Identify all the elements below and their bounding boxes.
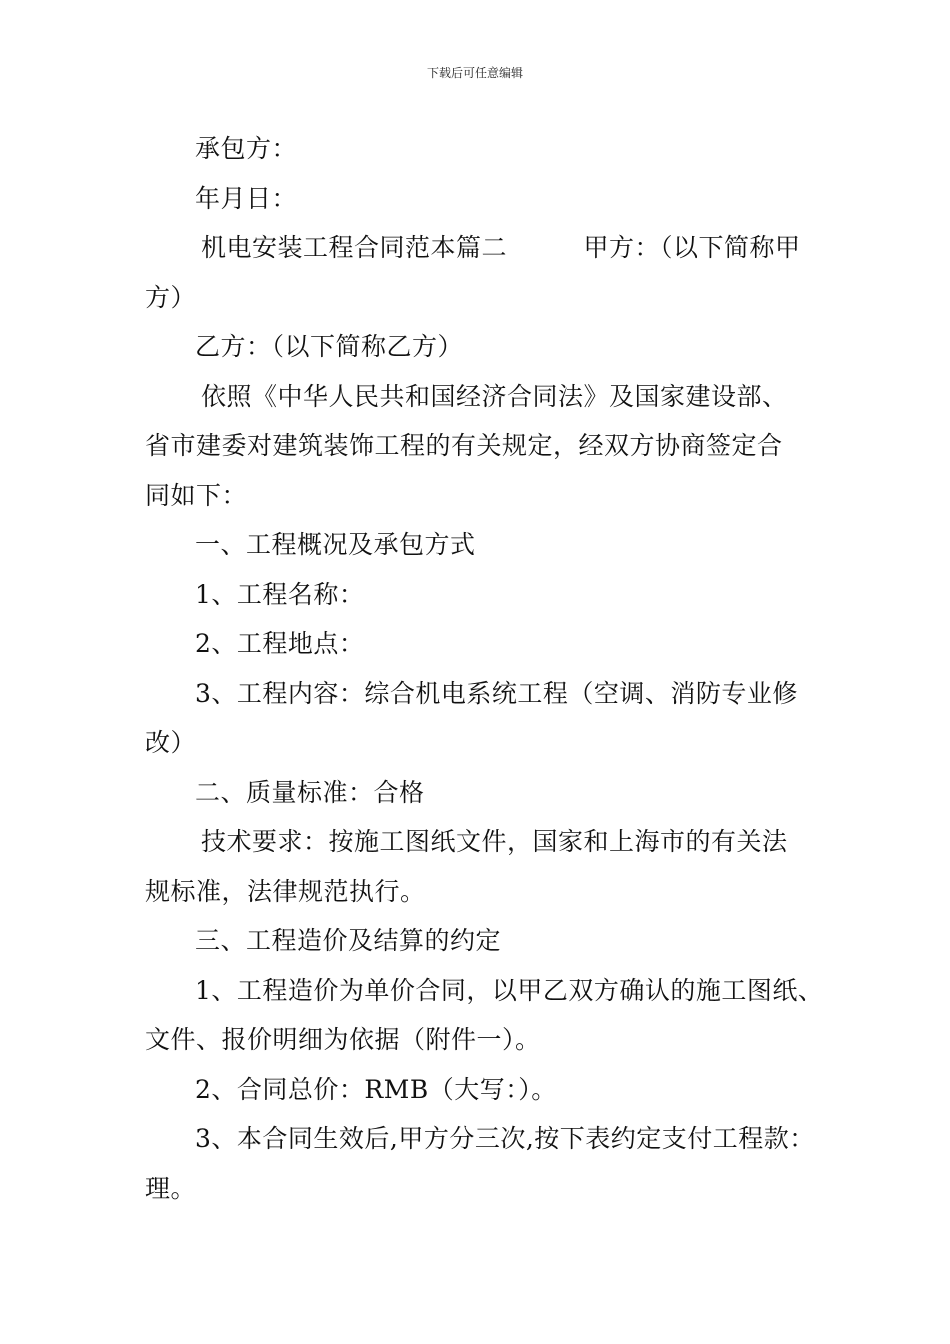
paragraph-line: 年月日：	[195, 183, 298, 213]
paragraph-line: 方）	[145, 282, 197, 312]
paragraph-line: 3、工程内容：综合机电系统工程（空调、消防专业修	[195, 678, 798, 708]
section-heading-3	[145, 916, 815, 966]
paragraph-date	[145, 174, 815, 224]
paragraph-title-party-a	[145, 223, 815, 322]
paragraph-line: 2、工程地点：	[195, 629, 365, 658]
paragraph-line: 三、工程造价及结算的约定	[195, 926, 502, 955]
paragraph-party-b	[145, 322, 815, 372]
paragraph-line: 承包方：	[195, 134, 298, 163]
paragraph-line: 理。	[145, 1173, 197, 1203]
paragraph-item-1-1	[145, 570, 815, 620]
paragraph-line: 1、工程名称：	[195, 579, 365, 609]
paragraph-tech-req	[145, 817, 815, 916]
paragraph-item-3-3	[145, 1114, 815, 1213]
paragraph-line: 一、工程概况及承包方式	[195, 530, 476, 559]
paragraph-line: 技术要求：按施工图纸文件，国家和上海市的有关法	[201, 827, 788, 856]
paragraph-item-1-2	[145, 619, 815, 669]
paragraph-contractor	[145, 124, 815, 174]
paragraph-line: 2、合同总价：RMB（大写：）。	[195, 1074, 557, 1104]
paragraph-line: 依照《中华人民共和国经济合同法》及国家建设部、	[201, 381, 788, 411]
paragraph-item-3-1	[145, 966, 824, 1065]
paragraph-line: 规标准，法律规范执行。	[145, 876, 426, 906]
paragraph-item-3-2	[145, 1065, 815, 1115]
paragraph-line: 省市建委对建筑装饰工程的有关规定，经双方协商签定合	[145, 431, 783, 460]
paragraph-line: 文件、报价明细为依据（附件一）。	[145, 1025, 541, 1054]
document-body	[145, 124, 824, 1213]
header-text: 下载后可任意编辑	[426, 66, 523, 80]
section-heading-2	[145, 768, 815, 818]
paragraph-line: 改）	[145, 728, 197, 757]
paragraph-line: 1、工程造价为单价合同，以甲乙双方确认的施工图纸、	[195, 975, 824, 1005]
page-header	[0, 66, 950, 80]
paragraph-line: 二、质量标准：合格	[195, 777, 425, 807]
paragraph-line: 机电安装工程合同范本篇二 甲方：（以下简称甲	[201, 233, 801, 262]
paragraph-basis	[145, 372, 815, 521]
paragraph-line: 同如下：	[145, 480, 248, 510]
paragraph-line: 3、本合同生效后,甲方分三次,按下表约定支付工程款：	[195, 1124, 815, 1153]
section-heading-1	[145, 520, 815, 570]
paragraph-line: 乙方：（以下简称乙方）	[195, 332, 464, 361]
paragraph-item-1-3	[145, 669, 815, 768]
